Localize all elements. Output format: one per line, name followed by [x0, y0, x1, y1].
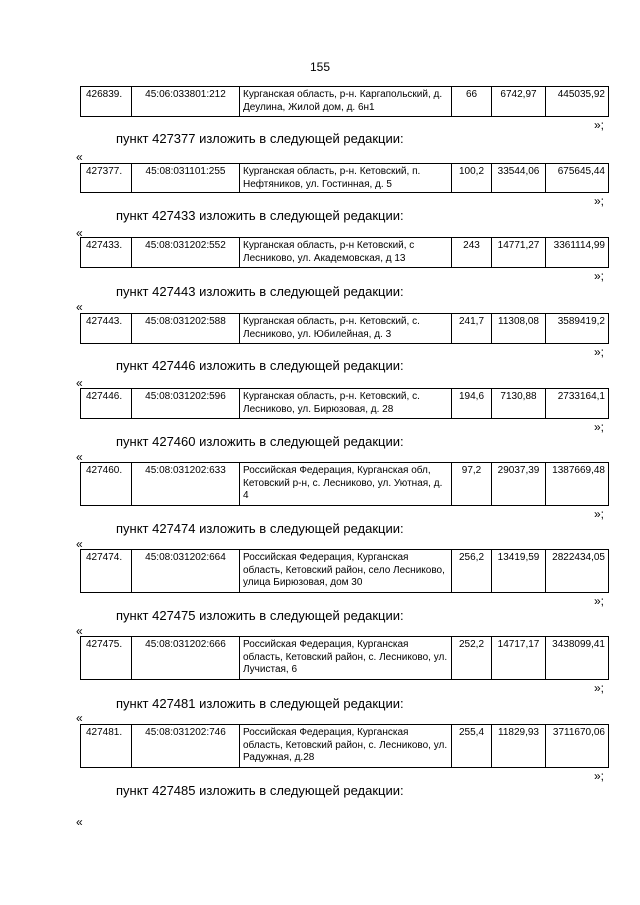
section-heading: пункт 427485 изложить в следующей редакции:	[116, 783, 404, 798]
section-heading: пункт 427433 изложить в следующей редакции:	[116, 208, 404, 223]
section-heading: пункт 427377 изложить в следующей редакции:	[116, 131, 404, 146]
cell-cadastral-number: 45:08:031202:664	[131, 550, 239, 592]
cell-address: Российская Федерация, Курганская область, Кетовский район, с. Лесниково, ул. Радужная, д.28	[239, 725, 451, 767]
table-row	[80, 388, 609, 419]
opening-quote: «	[76, 150, 83, 164]
cell-area: 97,2	[451, 463, 491, 505]
closing-quote: »;	[594, 594, 605, 608]
page-number: 155	[309, 60, 331, 74]
cell-cadastral-number: 45:08:031202:552	[131, 238, 239, 267]
opening-quote: «	[76, 815, 83, 829]
closing-quote: »;	[594, 681, 605, 695]
cell-cadastral-number: 45:06:033801:212	[131, 87, 239, 116]
cell-unit-value: 29037,39	[491, 463, 545, 505]
cell-cadastral-value: 1387669,48	[545, 463, 610, 505]
cell-number: 427475.	[86, 639, 123, 650]
cell-address: Курганская область, р-н. Каргапольский, д. Деулина, Жилой дом, д. 6н1	[239, 87, 451, 116]
cell-number: 427460.	[86, 465, 123, 476]
cell-cadastral-number: 45:08:031202:746	[131, 725, 239, 767]
opening-quote: «	[76, 226, 83, 240]
cell-cadastral-value: 3438099,41	[545, 637, 610, 679]
opening-quote: «	[76, 711, 83, 725]
cell-area: 255,4	[451, 725, 491, 767]
cell-address: Курганская область, р-н. Кетовский, с. Лесниково, ул. Юбилейная, д. 3	[239, 314, 451, 343]
cell-cadastral-number: 45:08:031101:255	[131, 164, 239, 192]
cell-area: 252,2	[451, 637, 491, 679]
cell-cadastral-value: 2822434,05	[545, 550, 610, 592]
table-row	[80, 462, 609, 506]
cell-cadastral-value: 3711670,06	[545, 725, 610, 767]
cell-area: 241,7	[451, 314, 491, 343]
cell-unit-value: 14771,27	[491, 238, 545, 267]
cell-number: 427474.	[86, 552, 123, 563]
opening-quote: «	[76, 624, 83, 638]
cell-area: 100,2	[451, 164, 491, 192]
cell-cadastral-number: 45:08:031202:666	[131, 637, 239, 679]
cell-cadastral-value: 3361114,99	[545, 238, 610, 267]
cell-cadastral-number: 45:08:031202:596	[131, 389, 239, 418]
closing-quote: »;	[594, 420, 605, 434]
cell-address: Российская Федерация, Курганская обл, Кетовский р-н, с. Лесниково, ул. Уютная, д. 4	[239, 463, 451, 505]
cell-area: 243	[451, 238, 491, 267]
closing-quote: »;	[594, 345, 605, 359]
closing-quote: »;	[594, 194, 605, 208]
table-row	[80, 237, 609, 268]
cell-address: Курганская область, р-н. Кетовский, п. Нефтяников, ул. Гостинная, д. 5	[239, 164, 451, 192]
cell-cadastral-value: 675645,44	[545, 164, 610, 192]
cell-number: 427481.	[86, 727, 123, 738]
section-heading: пункт 427481 изложить в следующей редакции:	[116, 696, 404, 711]
section-heading: пункт 427475 изложить в следующей редакции:	[116, 608, 404, 623]
cell-address: Курганская область, р-н. Кетовский, с. Лесниково, ул. Бирюзовая, д. 28	[239, 389, 451, 418]
cell-number: 427443.	[86, 316, 123, 327]
opening-quote: «	[76, 450, 83, 464]
opening-quote: «	[76, 300, 83, 314]
cell-cadastral-value: 2733164,1	[545, 389, 610, 418]
opening-quote: «	[76, 376, 83, 390]
table-row	[80, 549, 609, 593]
cell-area: 194,6	[451, 389, 491, 418]
table-row	[80, 163, 609, 193]
closing-quote: »;	[594, 769, 605, 783]
cell-unit-value: 33544,06	[491, 164, 545, 192]
table-row	[80, 724, 609, 768]
cell-cadastral-value: 445035,92	[545, 87, 610, 116]
closing-quote: »;	[594, 507, 605, 521]
cell-number: 427377.	[86, 166, 123, 177]
opening-quote: «	[76, 537, 83, 551]
cell-cadastral-number: 45:08:031202:588	[131, 314, 239, 343]
cell-unit-value: 11308,08	[491, 314, 545, 343]
cell-unit-value: 7130,88	[491, 389, 545, 418]
cell-area: 256,2	[451, 550, 491, 592]
section-heading: пункт 427443 изложить в следующей редакции:	[116, 284, 404, 299]
section-heading: пункт 427460 изложить в следующей редакции:	[116, 434, 404, 449]
table-row	[80, 636, 609, 680]
cell-cadastral-number: 45:08:031202:633	[131, 463, 239, 505]
cell-unit-value: 14717,17	[491, 637, 545, 679]
cell-number: 427433.	[86, 240, 123, 251]
table-row	[80, 86, 609, 117]
cell-address: Российская Федерация, Курганская область, Кетовский район, село Лесниково, улица Бирюзовая, дом 30	[239, 550, 451, 592]
cell-address: Курганская область, р-н Кетовский, с Лесниково, ул. Академовская, д 13	[239, 238, 451, 267]
cell-number: 427446.	[86, 391, 123, 402]
cell-unit-value: 11829,93	[491, 725, 545, 767]
closing-quote: »;	[594, 269, 605, 283]
section-heading: пункт 427474 изложить в следующей редакции:	[116, 521, 404, 536]
closing-quote: »;	[594, 118, 605, 132]
cell-cadastral-value: 3589419,2	[545, 314, 610, 343]
cell-unit-value: 6742,97	[491, 87, 545, 116]
cell-address: Российская Федерация, Курганская область, Кетовский район, с. Лесниково, ул. Лучистая, 6	[239, 637, 451, 679]
cell-number: 426839.	[86, 89, 123, 100]
cell-area: 66	[451, 87, 491, 116]
table-row	[80, 313, 609, 344]
section-heading: пункт 427446 изложить в следующей редакции:	[116, 358, 404, 373]
cell-unit-value: 13419,59	[491, 550, 545, 592]
